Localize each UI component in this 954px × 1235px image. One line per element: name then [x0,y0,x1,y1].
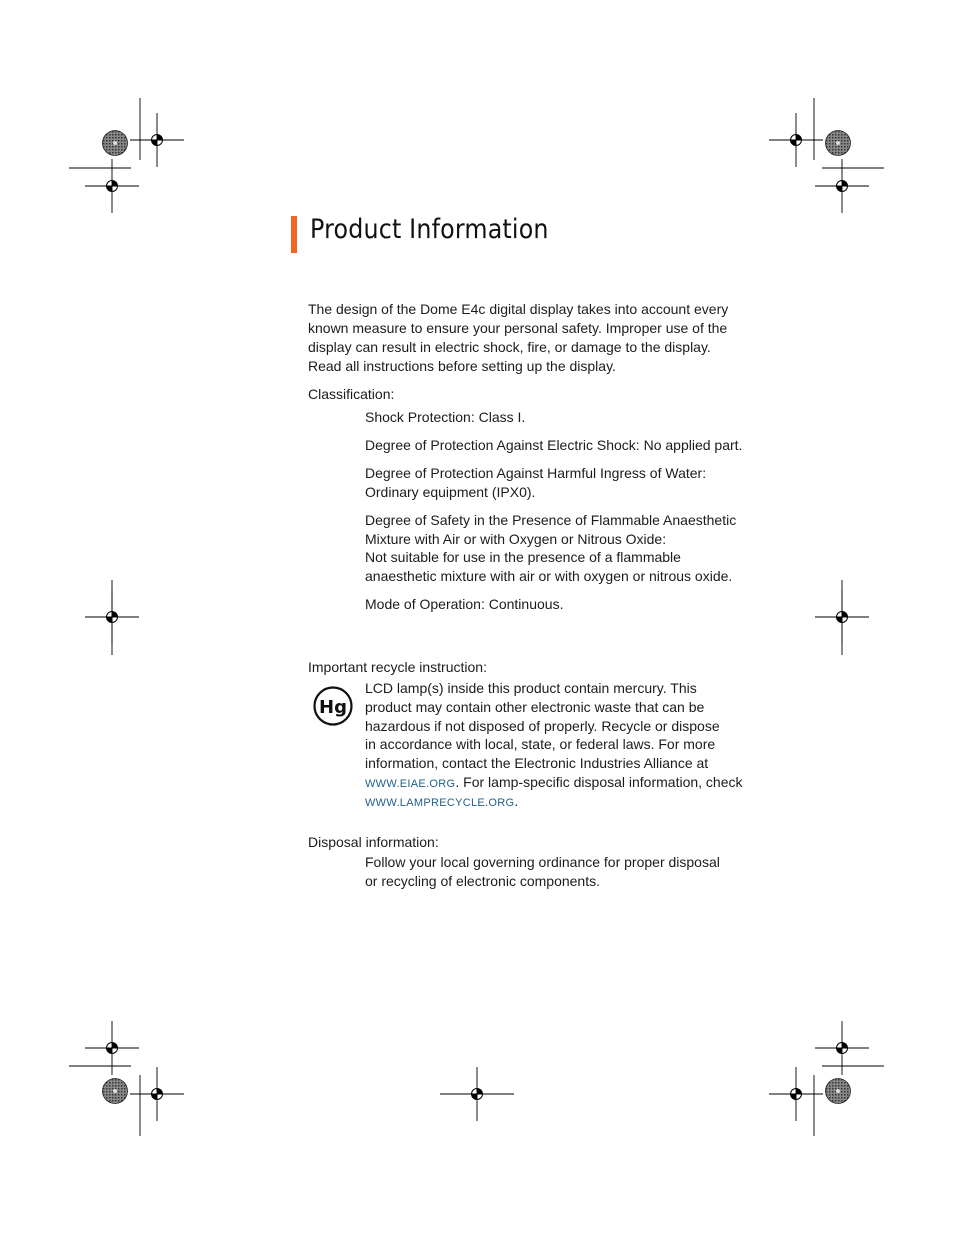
recycle-link-line [365,792,518,813]
classification-flammable-line: anaesthetic mixture with air or with oxygen or nitrous oxide. [365,568,733,584]
classification-water-line: Ordinary equipment (IPX0). [365,484,536,500]
classification-mode: Mode of Operation: Continuous. [365,596,564,612]
hg-icon-label: Hg [319,697,347,718]
recycle-heading: Important recycle instruction: [308,659,487,675]
registration-mark [85,159,139,213]
eiae-link[interactable]: WWW.EIAE.ORG [365,778,456,790]
recycle-line: in accordance with local, state, or federal laws. For more [365,736,716,752]
recycle-line: information, contact the Electronic Industries Alliance at [365,755,709,771]
registration-mark [769,113,823,167]
disposal-heading: Disposal information: [308,834,439,850]
disposal-line: or recycling of electronic components. [365,873,600,889]
intro-line: known measure to ensure your personal safety. Improper use of the [308,320,728,336]
title-accent-bar [291,216,297,253]
recycle-line: LCD lamp(s) inside this product contain mercury. This [365,680,697,696]
registration-mark [815,1021,869,1075]
recycle-link-text: . [514,793,519,809]
registration-mark [130,1067,184,1121]
star-target-top-right [826,131,851,156]
intro-line: Read all instructions before setting up the display. [308,358,616,374]
intro-line: The design of the Dome E4c digital display takes into account every [308,301,729,317]
page-title: Product Information [310,214,549,245]
recycle-link-line [365,773,743,794]
disposal-line: Follow your local governing ordinance for proper disposal [365,854,720,870]
recycle-line: product may contain other electronic waste that can be [365,699,705,715]
registration-mark [815,159,869,213]
registration-mark [85,1021,139,1075]
mercury-hg-icon [312,686,354,728]
classification-electric: Degree of Protection Against Electric Shock: No applied part. [365,437,743,453]
classification-shock: Shock Protection: Class I. [365,409,526,425]
recycle-link-text: . For lamp-specific disposal information, check [455,774,743,790]
classification-flammable-line: Mixture with Air or with Oxygen or Nitrous Oxide: [365,531,667,547]
classification-flammable-line: Degree of Safety in the Presence of Flammable Anaesthetic [365,512,737,528]
classification-flammable-line: Not suitable for use in the presence of a flammable [365,549,681,565]
lamprecycle-link[interactable]: WWW.LAMPRECYCLE.ORG [365,797,515,809]
classification-water-line: Degree of Protection Against Harmful Ingress of Water: [365,465,707,481]
star-target-bottom-left [103,1079,128,1104]
star-target-bottom-right [826,1079,851,1104]
star-target-top-left [103,131,128,156]
intro-line: display can result in electric shock, fire, or damage to the display. [308,339,711,355]
registration-mark [130,113,184,167]
classification-heading: Classification: [308,386,395,402]
recycle-line: hazardous if not disposed of properly. Recycle or dispose [365,718,720,734]
registration-mark [769,1067,823,1121]
